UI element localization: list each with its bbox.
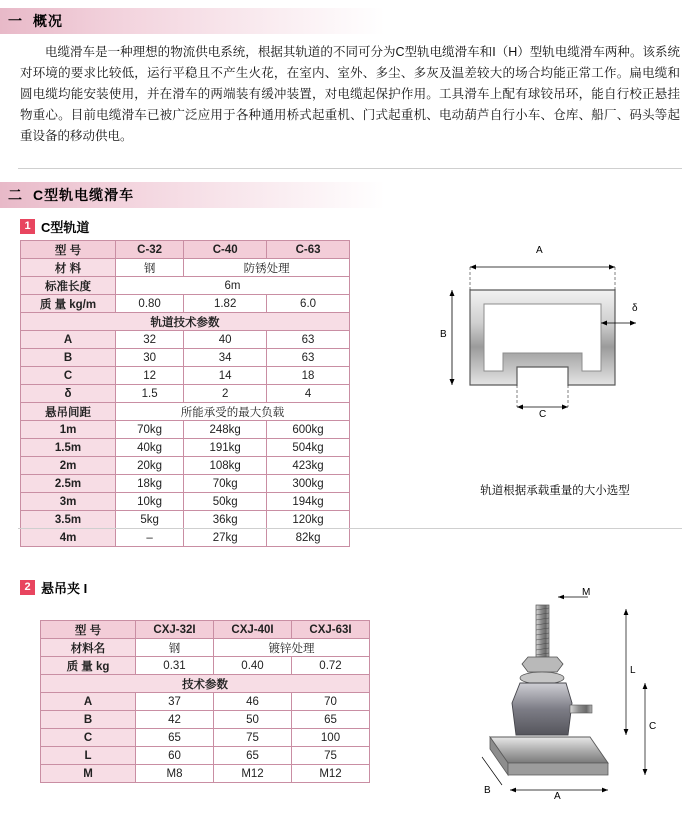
clamp-label-m: M [582, 587, 591, 598]
table-cell: 镀锌处理 [214, 639, 370, 657]
table-row [21, 457, 350, 475]
table-cell: 40 [184, 331, 267, 349]
table-cell: 504kg [267, 439, 350, 457]
table-cell: 100 [292, 729, 370, 747]
section-title: 概况 [33, 13, 63, 29]
table-row [21, 367, 350, 385]
base-plate-edge-front [508, 763, 608, 775]
rail-profile-svg [440, 245, 670, 495]
table-row-label: 4m [21, 529, 116, 547]
table-cell: 0.80 [116, 295, 184, 313]
rail-label-c: C [539, 409, 547, 420]
table-row-label: 材料名 [41, 639, 136, 657]
hex-nut-upper [522, 657, 563, 672]
clamp-figure [440, 585, 670, 815]
side-bolt [570, 705, 592, 713]
table-cell: 300kg [267, 475, 350, 493]
table-cell: 37 [136, 693, 214, 711]
table-cell: 46 [214, 693, 292, 711]
table-row-label: M [41, 765, 136, 783]
table-row [41, 639, 370, 657]
table-row [41, 711, 370, 729]
table-row [21, 511, 350, 529]
table-row-label: 质 量 kg [41, 657, 136, 675]
washer [520, 672, 564, 684]
subsection-number-badge-2: 2 [20, 580, 35, 595]
table-cell: 2 [184, 385, 267, 403]
rail-label-delta: δ [632, 303, 638, 314]
table-cell: 18kg [116, 475, 184, 493]
table-row [41, 747, 370, 765]
table-row [21, 475, 350, 493]
subsection-title: C型轨道 [41, 220, 90, 235]
table-cell: 钢 [136, 639, 214, 657]
table-row-label: 1m [21, 421, 116, 439]
table-cell: M12 [214, 765, 292, 783]
table-header-cell: CXJ-40I [214, 621, 292, 639]
table-cell: 50kg [184, 493, 267, 511]
table-cell: 50 [214, 711, 292, 729]
table-row [21, 493, 350, 511]
table-cell: 27kg [184, 529, 267, 547]
table-cell: M12 [292, 765, 370, 783]
table-header-cell: C-63 [267, 241, 350, 259]
table-row-label: δ [21, 385, 116, 403]
table-row-label: 1.5m [21, 439, 116, 457]
table-cell: 0.31 [136, 657, 214, 675]
subsection-heading-rail [20, 217, 89, 236]
subsection-title-2: 悬吊夹 I [41, 581, 88, 596]
table-row-label: 材 料 [21, 259, 116, 277]
table-row-label: 2.5m [21, 475, 116, 493]
table-row [21, 295, 350, 313]
table-row-label: A [21, 331, 116, 349]
clamp-label-c: C [649, 721, 657, 732]
table-row [41, 657, 370, 675]
table-cell: 1.5 [116, 385, 184, 403]
table-cell: 30 [116, 349, 184, 367]
table-row [41, 765, 370, 783]
table-cell: 70kg [184, 475, 267, 493]
section-heading-overview [0, 8, 700, 34]
table-row-label: 标准长度 [21, 277, 116, 295]
table-row [21, 385, 350, 403]
table-cell: 5kg [116, 511, 184, 529]
table-cell: 82kg [267, 529, 350, 547]
clamp-body [512, 683, 572, 735]
table-cell: 1.82 [184, 295, 267, 313]
table-row [41, 729, 370, 747]
clamp-spec-table [40, 620, 370, 783]
table-row-label: C [41, 729, 136, 747]
table-row [21, 403, 350, 421]
table-cell: 防锈处理 [184, 259, 350, 277]
table-row-label: B [41, 711, 136, 729]
rail-spec-table [20, 240, 350, 547]
section-number: 一 [8, 13, 23, 29]
section-number-2: 二 [8, 187, 23, 203]
table-band-cell: 轨道技术参数 [21, 313, 350, 331]
dim-arrow-b-bottom [450, 379, 455, 385]
table-header-row [21, 241, 350, 259]
table-cell: M8 [136, 765, 214, 783]
table-cell: 20kg [116, 457, 184, 475]
rail-label-b: B [440, 329, 447, 340]
clamp-label-a: A [554, 791, 561, 802]
table-header-cell: 型 号 [21, 241, 116, 259]
table-band-cell: 技术参数 [41, 675, 370, 693]
table-cell: 108kg [184, 457, 267, 475]
divider-1 [18, 168, 682, 169]
table-row [21, 439, 350, 457]
dim-arrow-a2-left [510, 788, 516, 793]
divider-2 [18, 528, 682, 529]
table-row-label: 2m [21, 457, 116, 475]
table-row [21, 421, 350, 439]
table-cell: 42 [136, 711, 214, 729]
dim-arrow-a-left [470, 265, 476, 270]
table-cell: 10kg [116, 493, 184, 511]
base-plate [490, 737, 608, 763]
table-header-cell: 型 号 [41, 621, 136, 639]
table-cell: 63 [267, 331, 350, 349]
intro-paragraph: 电缆滑车是一种理想的物流供电系统，根据其轨道的不同可分为C型轨电缆滑车和I（H）型轨电缆滑车两种。该系统对环境的要求比较低，运行平稳且不产生火花，在室内、室外、多尘、多灰及温差较大的场合均能正常工作。扁电缆和圆电缆均能安装使用，并在滑车的两端装有缓冲装置，对电缆起保护作用。工具滑车上配有球铰吊环，能自行校正悬挂物重心。目前电缆滑车已被广泛应用于各种通用桥式起重机、门式起重机、电动葫芦自行小车、仓库、船厂、码头等起重设备的移动供电。 [20, 45, 680, 143]
table-cell: 65 [292, 711, 370, 729]
table-cell: 14 [184, 367, 267, 385]
table-cell: 所能承受的最大负载 [116, 403, 350, 421]
section-title-2: C型轨电缆滑车 [33, 187, 135, 203]
table-cell: 4 [267, 385, 350, 403]
table-cell: 0.72 [292, 657, 370, 675]
clamp-label-l: L [630, 665, 636, 676]
dim-arrow-l-bottom [624, 729, 629, 735]
table-header-cell: C-40 [184, 241, 267, 259]
dim-arrow-c-left [517, 405, 523, 410]
dim-arrow-a-right [609, 265, 615, 270]
section-heading-c-rail [0, 182, 700, 208]
table-row-label: A [41, 693, 136, 711]
table-row [41, 693, 370, 711]
table-cell: 75 [214, 729, 292, 747]
table-cell: 248kg [184, 421, 267, 439]
dim-arrow-a2-right [602, 788, 608, 793]
table-cell: 70 [292, 693, 370, 711]
table-header-row [41, 621, 370, 639]
table-cell: 6m [116, 277, 350, 295]
table-cell: – [116, 529, 184, 547]
table-cell: 60 [136, 747, 214, 765]
rail-label-a: A [536, 245, 543, 256]
table-row [21, 259, 350, 277]
table-row-label: 悬吊间距 [21, 403, 116, 421]
table-cell: 40kg [116, 439, 184, 457]
table-row [21, 349, 350, 367]
table-cell: 63 [267, 349, 350, 367]
table-row [21, 529, 350, 547]
subsection-number-badge: 1 [20, 219, 35, 234]
table-cell: 120kg [267, 511, 350, 529]
table-cell: 75 [292, 747, 370, 765]
table-cell: 194kg [267, 493, 350, 511]
clamp-label-b: B [484, 785, 491, 796]
table-cell: 34 [184, 349, 267, 367]
table-row [41, 675, 370, 693]
table-row [21, 313, 350, 331]
table-header-cell: C-32 [116, 241, 184, 259]
table-cell: 191kg [184, 439, 267, 457]
table-header-cell: CXJ-32I [136, 621, 214, 639]
subsection-heading-clamp [20, 578, 87, 597]
section-heading-c-rail-text [0, 182, 700, 208]
table-row-label: 质 量 kg/m [21, 295, 116, 313]
table-row-label: 3.5m [21, 511, 116, 529]
table-cell: 70kg [116, 421, 184, 439]
dim-arrow-l-top [624, 609, 629, 615]
table-row-label: L [41, 747, 136, 765]
table-cell: 12 [116, 367, 184, 385]
dim-arrow-c2-bottom [643, 769, 648, 775]
table-cell: 65 [136, 729, 214, 747]
table-header-cell: CXJ-63I [292, 621, 370, 639]
section-heading-overview-text [0, 8, 700, 34]
table-row-label: C [21, 367, 116, 385]
table-row [21, 331, 350, 349]
table-cell: 18 [267, 367, 350, 385]
rail-cross-section-figure [440, 245, 670, 495]
table-cell: 钢 [116, 259, 184, 277]
table-cell: 36kg [184, 511, 267, 529]
dim-arrow-m-left [558, 595, 564, 599]
dim-arrow-c-right [562, 405, 568, 410]
table-cell: 32 [116, 331, 184, 349]
table-cell: 65 [214, 747, 292, 765]
dim-arrow-b-top [450, 290, 455, 296]
table-row [21, 277, 350, 295]
dim-arrow-c2-top [643, 683, 648, 689]
dim-arrow-delta-right [630, 321, 636, 326]
clamp-svg [440, 585, 670, 815]
table-cell: 600kg [267, 421, 350, 439]
table-row-label: B [21, 349, 116, 367]
rail-figure-caption: 轨道根据承载重量的大小选型 [480, 485, 630, 497]
table-cell: 6.0 [267, 295, 350, 313]
table-cell: 0.40 [214, 657, 292, 675]
table-cell: 423kg [267, 457, 350, 475]
table-row-label: 3m [21, 493, 116, 511]
